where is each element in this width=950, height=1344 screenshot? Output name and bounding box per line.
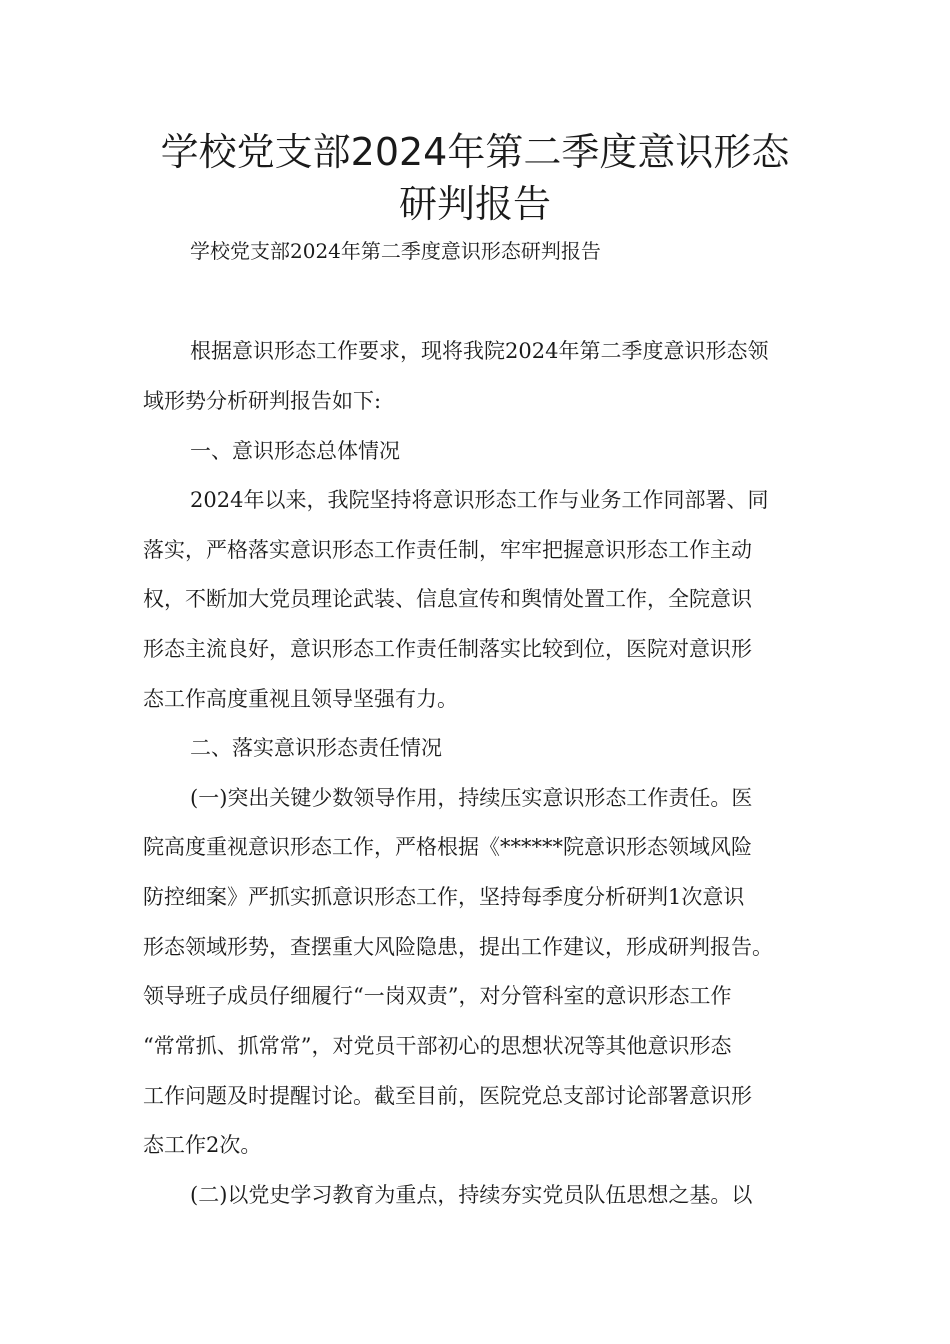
paragraph-line: 工作问题及时提醒讨论。截至目前，医院党总支部讨论部署意识形 [143,1084,752,1108]
paragraph-line: 形态主流良好，意识形态工作责任制落实比较到位，医院对意识形 [143,637,752,661]
document-subtitle: 学校党支部2024年第二季度意识形态研判报告 [190,239,601,263]
paragraph-line: (二)以党史学习教育为重点，持续夯实党员队伍思想之基。以 [190,1183,753,1207]
paragraph-line: “常常抓、抓常常”，对党员干部初心的思想状况等其他意识形态 [143,1034,732,1058]
paragraph-line: 落实，严格落实意识形态工作责任制，牢牢把握意识形态工作主动 [143,538,752,562]
paragraph-line: 2024年以来，我院坚持将意识形态工作与业务工作同部署、同 [190,488,769,512]
paragraph-line: 态工作高度重视且领导坚强有力。 [143,687,458,711]
paragraph-line: 态工作2次。 [143,1133,262,1157]
paragraph-line: 权，不断加大党员理论武装、信息宣传和舆情处置工作，全院意识 [143,587,752,611]
paragraph-line: (一)突出关键少数领导作用，持续压实意识形态工作责任。医 [190,786,753,810]
paragraph-line: 域形势分析研判报告如下: [143,389,382,413]
paragraph-line: 根据意识形态工作要求，现将我院2024年第二季度意识形态领 [190,339,769,363]
document-title-line-1: 学校党支部2024年第二季度意识形态 [160,130,790,174]
section-heading: 一、意识形态总体情况 [190,439,400,463]
document-title-line-2: 研判报告 [398,182,551,226]
paragraph-line: 领导班子成员仔细履行“一岗双责”，对分管科室的意识形态工作 [143,984,732,1008]
section-heading: 二、落实意识形态责任情况 [190,736,442,760]
paragraph-line: 形态领域形势，查摆重大风险隐患，提出工作建议，形成研判报告。 [143,935,773,959]
paragraph-line: 防控细案》严抓实抓意识形态工作，坚持每季度分析研判1次意识 [143,885,745,909]
paragraph-line: 院高度重视意识形态工作，严格根据《******院意识形态领域风险 [143,835,752,859]
